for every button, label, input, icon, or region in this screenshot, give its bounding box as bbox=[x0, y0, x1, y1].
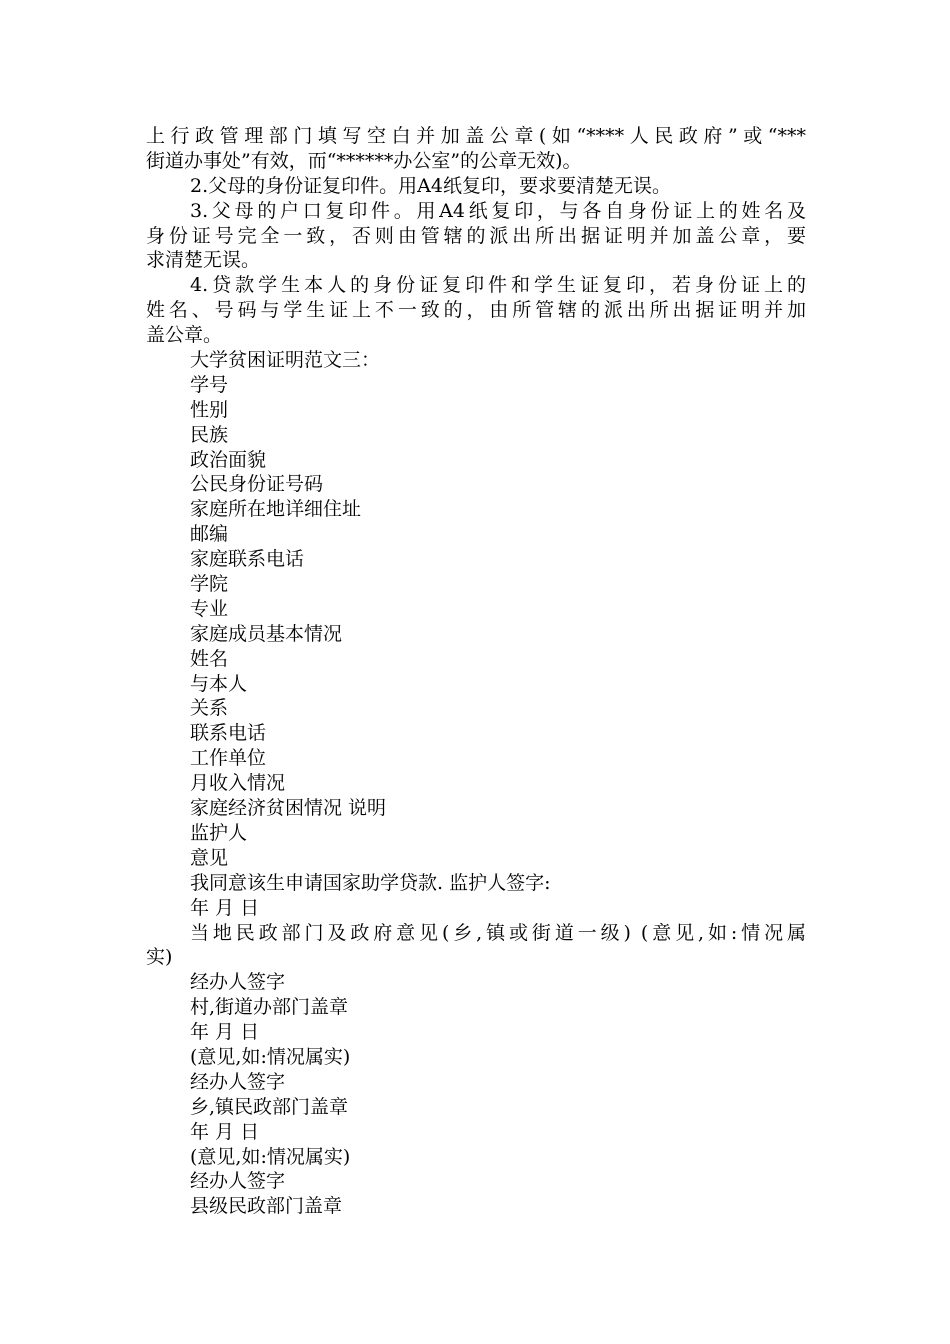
form-field-label: 学号 bbox=[190, 373, 229, 396]
form-field-label: 家庭成员基本情况 bbox=[190, 622, 343, 645]
form-field-label: 家庭所在地详细住址 bbox=[190, 498, 362, 521]
date-line: 年 月 日 bbox=[190, 1021, 260, 1044]
text-line: 姓名、号码与学生证上不一致的，由所管辖的派出所出据证明并加 bbox=[146, 299, 806, 322]
text-line: 我同意该生申请国家助学贷款. 监护人签字: bbox=[190, 871, 551, 894]
document-body bbox=[146, 124, 806, 1219]
text-line: 乡,镇民政部门盖章 bbox=[190, 1095, 349, 1118]
form-field-label: 民族 bbox=[190, 423, 229, 446]
form-field-label: 工作单位 bbox=[190, 747, 267, 770]
text-line: 2.父母的身份证复印件。用A4纸复印，要求要清楚无误。 bbox=[190, 174, 671, 197]
text-line: 3.父母的户口复印件。用A4纸复印，与各自身份证上的姓名及 bbox=[190, 199, 806, 222]
form-field-label: 政治面貌 bbox=[190, 448, 267, 471]
text-line: (意见,如:情况属实) bbox=[190, 1045, 351, 1068]
text-line: 县级民政部门盖章 bbox=[190, 1195, 343, 1218]
text-line: 经办人签字 bbox=[190, 971, 286, 994]
form-field-label: 意见 bbox=[190, 846, 229, 869]
form-field-label: 性别 bbox=[190, 398, 229, 421]
text-line: (意见,如:情况属实) bbox=[190, 1145, 351, 1168]
text-line: 4.贷款学生本人的身份证复印件和学生证复印，若身份证上的 bbox=[190, 274, 806, 297]
form-field-label: 监护人 bbox=[190, 821, 248, 844]
date-line: 年 月 日 bbox=[190, 1120, 260, 1143]
form-field-label: 与本人 bbox=[190, 672, 248, 695]
form-field-label: 月收入情况 bbox=[190, 772, 286, 795]
section-heading: 大学贫困证明范文三： bbox=[190, 349, 381, 372]
form-field-label: 邮编 bbox=[190, 523, 229, 546]
form-field-label: 姓名 bbox=[190, 647, 229, 670]
text-line: 经办人签字 bbox=[190, 1070, 286, 1093]
text-line: 身份证号完全一致，否则由管辖的派出所出据证明并加盖公章，要 bbox=[146, 224, 806, 247]
form-field-label: 联系电话 bbox=[190, 722, 267, 745]
form-field-label: 专业 bbox=[190, 597, 229, 620]
text-line: 当地民政部门及政府意见(乡,镇或街道一级) (意见,如:情况属 bbox=[190, 921, 806, 944]
text-line: 求清楚无误。 bbox=[146, 249, 261, 272]
form-field-label: 家庭联系电话 bbox=[190, 548, 305, 571]
date-line: 年 月 日 bbox=[190, 896, 260, 919]
text-line: 村,街道办部门盖章 bbox=[190, 996, 349, 1019]
text-line: 盖公章。 bbox=[146, 324, 223, 347]
form-field-label: 家庭经济贫困情况 说明 bbox=[190, 797, 387, 820]
text-line: 街道办事处”有效，而“******办公室”的公章无效)。 bbox=[146, 149, 582, 172]
form-field-label: 公民身份证号码 bbox=[190, 473, 324, 496]
form-field-label: 学院 bbox=[190, 573, 229, 596]
form-field-label: 关系 bbox=[190, 697, 229, 720]
text-line: 上行政管理部门填写空白并加盖公章(如“****人民政府”或“*** bbox=[146, 125, 806, 147]
text-line: 经办人签字 bbox=[190, 1170, 286, 1193]
text-line: 实) bbox=[146, 946, 173, 969]
